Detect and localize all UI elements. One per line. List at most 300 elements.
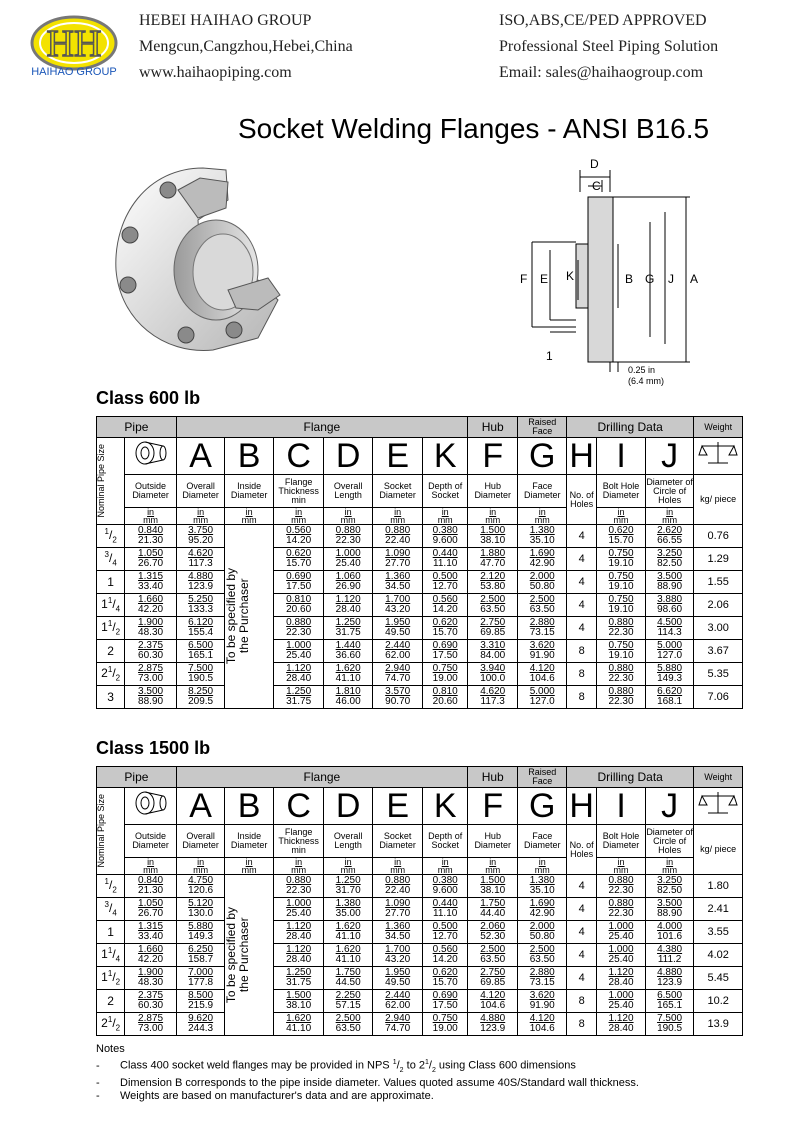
number-of-holes: 4 bbox=[566, 525, 596, 548]
number-of-holes: 4 bbox=[566, 944, 596, 967]
class1500-table bbox=[96, 766, 743, 1036]
face-diameter: 2.500 63.50 bbox=[518, 944, 567, 967]
unit-cell: in mm bbox=[372, 508, 423, 525]
outside-diameter: 2.875 73.00 bbox=[125, 663, 177, 686]
outside-diameter: 0.840 21.30 bbox=[125, 875, 177, 898]
pipe-icon bbox=[125, 788, 177, 825]
number-of-holes: 4 bbox=[566, 617, 596, 640]
outside-diameter: 2.875 73.00 bbox=[125, 1013, 177, 1036]
group-header-row bbox=[97, 417, 743, 438]
number-of-holes: 4 bbox=[566, 548, 596, 571]
overall-length: 2.500 63.50 bbox=[324, 1013, 373, 1036]
depth-of-socket: 0.810 20.60 bbox=[423, 686, 467, 709]
unit-cell: in mm bbox=[225, 858, 274, 875]
depth-of-socket: 0.440 11.10 bbox=[423, 898, 467, 921]
letter-header: F bbox=[467, 438, 518, 475]
bolt-hole-diameter: 0.880 22.30 bbox=[597, 686, 646, 709]
column-description: Bolt Hole Diameter bbox=[597, 475, 646, 508]
group-flange: Flange bbox=[176, 767, 467, 788]
bolt-circle-diameter: 4.000 101.6 bbox=[645, 921, 694, 944]
table-row bbox=[97, 944, 743, 967]
letter-header: E bbox=[372, 438, 423, 475]
socket-diameter: 0.880 22.40 bbox=[372, 525, 423, 548]
logo-text: HAIHAO GROUP bbox=[31, 66, 117, 78]
unit-cell: in mm bbox=[225, 508, 274, 525]
number-of-holes: 4 bbox=[566, 571, 596, 594]
depth-of-socket: 0.440 11.10 bbox=[423, 548, 467, 571]
inside-diameter-specified bbox=[225, 525, 274, 709]
group-header-row bbox=[97, 767, 743, 788]
overall-diameter: 6.250 158.7 bbox=[176, 944, 225, 967]
letter-header: J bbox=[645, 438, 694, 475]
group-weight: Weight bbox=[694, 417, 743, 438]
column-description: Outside Diameter bbox=[125, 825, 177, 858]
overall-length: 1.620 41.10 bbox=[324, 663, 373, 686]
bolt-hole-diameter: 1.000 25.40 bbox=[597, 990, 646, 1013]
unit-cell: in mm bbox=[125, 508, 177, 525]
unit-cell: in mm bbox=[125, 858, 177, 875]
depth-of-socket: 0.500 12.70 bbox=[423, 921, 467, 944]
letter-header: I bbox=[597, 438, 646, 475]
table-row bbox=[97, 617, 743, 640]
letter-header: D bbox=[324, 788, 373, 825]
approvals: ISO,ABS,CE/PED APPROVED bbox=[499, 12, 707, 29]
letter-header: F bbox=[467, 788, 518, 825]
svg-text:HH: HH bbox=[46, 23, 102, 65]
bolt-hole-diameter: 1.120 28.40 bbox=[597, 1013, 646, 1036]
number-of-holes: 8 bbox=[566, 1013, 596, 1036]
flange-thickness: 1.500 38.10 bbox=[273, 990, 324, 1013]
specified-by-purchaser: To be specified by the Purchaser bbox=[224, 906, 252, 1004]
weight-kg: 3.55 bbox=[694, 921, 743, 944]
nominal-size: $1^1/_4$ bbox=[97, 594, 125, 617]
depth-of-socket: 0.560 14.20 bbox=[423, 594, 467, 617]
overall-diameter: 5.250 133.3 bbox=[176, 594, 225, 617]
table-row bbox=[97, 594, 743, 617]
weight-kg: 3.00 bbox=[694, 617, 743, 640]
hub-diameter: 3.310 84.00 bbox=[467, 640, 518, 663]
bolt-hole-diameter: 0.750 19.10 bbox=[597, 548, 646, 571]
bolt-hole-diameter: 0.880 22.30 bbox=[597, 898, 646, 921]
socket-diameter: 0.880 22.40 bbox=[372, 875, 423, 898]
unit-cell: in mm bbox=[324, 858, 373, 875]
label-b: B bbox=[625, 272, 634, 286]
hub-diameter: 3.940 100.0 bbox=[467, 663, 518, 686]
flange-thickness: 1.000 25.40 bbox=[273, 640, 324, 663]
outside-diameter: 0.840 21.30 bbox=[125, 525, 177, 548]
bolt-circle-diameter: 3.250 82.50 bbox=[645, 875, 694, 898]
column-description: kg/ piece bbox=[694, 475, 743, 525]
bolt-circle-diameter: 6.620 168.1 bbox=[645, 686, 694, 709]
unit-cell: in mm bbox=[176, 858, 225, 875]
label-g: G bbox=[645, 272, 655, 286]
overall-diameter: 9.620 244.3 bbox=[176, 1013, 225, 1036]
unit-cell: in mm bbox=[324, 508, 373, 525]
bolt-circle-diameter: 3.880 98.60 bbox=[645, 594, 694, 617]
unit-cell: in mm bbox=[273, 858, 324, 875]
number-of-holes: 4 bbox=[566, 921, 596, 944]
outside-diameter: 3.500 88.90 bbox=[125, 686, 177, 709]
number-of-holes: 8 bbox=[566, 640, 596, 663]
face-diameter: 3.620 91.90 bbox=[518, 990, 567, 1013]
nominal-label: Nominal Pipe Size bbox=[96, 444, 106, 518]
note-mm: (6.4 mm) bbox=[628, 376, 664, 386]
column-description: Overall Length bbox=[324, 475, 373, 508]
socket-diameter: 1.090 27.70 bbox=[372, 548, 423, 571]
table-row bbox=[97, 640, 743, 663]
overall-length: 1.120 28.40 bbox=[324, 594, 373, 617]
overall-diameter: 8.250 209.5 bbox=[176, 686, 225, 709]
overall-diameter: 7.000 177.8 bbox=[176, 967, 225, 990]
face-diameter: 1.690 42.90 bbox=[518, 898, 567, 921]
outside-diameter: 2.375 60.30 bbox=[125, 640, 177, 663]
column-description: Bolt Hole Diameter bbox=[597, 825, 646, 858]
column-description: Face Diameter bbox=[518, 475, 567, 508]
outside-diameter: 1.660 42.20 bbox=[125, 944, 177, 967]
flange-thickness: 0.620 15.70 bbox=[273, 548, 324, 571]
overall-diameter: 6.500 165.1 bbox=[176, 640, 225, 663]
bolt-circle-diameter: 3.500 88.90 bbox=[645, 571, 694, 594]
overall-length: 0.880 22.30 bbox=[324, 525, 373, 548]
outside-diameter: 1.315 33.40 bbox=[125, 921, 177, 944]
overall-diameter: 4.880 123.9 bbox=[176, 571, 225, 594]
table-row bbox=[97, 967, 743, 990]
number-of-holes: 4 bbox=[566, 898, 596, 921]
face-diameter: 5.000 127.0 bbox=[518, 686, 567, 709]
column-description: No. of Holes bbox=[566, 475, 596, 525]
column-description: Inside Diameter bbox=[225, 475, 274, 508]
socket-diameter: 3.570 90.70 bbox=[372, 686, 423, 709]
weight-kg: 7.06 bbox=[694, 686, 743, 709]
hub-diameter: 2.500 63.50 bbox=[467, 594, 518, 617]
nominal-size: $1^1/_4$ bbox=[97, 944, 125, 967]
bolt-hole-diameter: 0.750 19.10 bbox=[597, 594, 646, 617]
label-c: C bbox=[592, 179, 601, 193]
company-info bbox=[139, 8, 353, 86]
company-contact bbox=[499, 8, 718, 86]
flange-thickness: 1.000 25.40 bbox=[273, 898, 324, 921]
table-row bbox=[97, 875, 743, 898]
outside-diameter: 1.050 26.70 bbox=[125, 548, 177, 571]
column-description: Depth of Socket bbox=[423, 475, 467, 508]
column-description: Socket Diameter bbox=[372, 475, 423, 508]
hub-diameter: 2.120 53.80 bbox=[467, 571, 518, 594]
face-diameter: 2.880 73.15 bbox=[518, 967, 567, 990]
outside-diameter: 1.050 26.70 bbox=[125, 898, 177, 921]
bolt-hole-diameter: 0.880 22.30 bbox=[597, 663, 646, 686]
group-hub: Hub bbox=[467, 767, 518, 788]
inside-diameter-specified bbox=[225, 875, 274, 1036]
column-description: Socket Diameter bbox=[372, 825, 423, 858]
letter-header: I bbox=[597, 788, 646, 825]
socket-diameter: 1.700 43.20 bbox=[372, 594, 423, 617]
column-description: Overall Diameter bbox=[176, 475, 225, 508]
depth-of-socket: 0.690 17.50 bbox=[423, 990, 467, 1013]
table-row bbox=[97, 525, 743, 548]
socket-diameter: 2.940 74.70 bbox=[372, 663, 423, 686]
bolt-hole-diameter: 0.620 15.70 bbox=[597, 525, 646, 548]
socket-diameter: 1.360 34.50 bbox=[372, 921, 423, 944]
letter-header: B bbox=[225, 788, 274, 825]
label-k: K bbox=[566, 269, 575, 283]
unit-cell: in mm bbox=[467, 508, 518, 525]
hub-diameter: 1.750 44.40 bbox=[467, 898, 518, 921]
letter-header: G bbox=[518, 438, 567, 475]
table-row bbox=[97, 686, 743, 709]
depth-of-socket: 0.560 14.20 bbox=[423, 944, 467, 967]
column-description: Face Diameter bbox=[518, 825, 567, 858]
unit-cell: in mm bbox=[273, 508, 324, 525]
face-diameter: 4.120 104.6 bbox=[518, 1013, 567, 1036]
socket-diameter: 1.090 27.70 bbox=[372, 898, 423, 921]
unit-cell: in mm bbox=[645, 508, 694, 525]
nominal-size: 1 bbox=[97, 921, 125, 944]
flange-thickness: 0.810 20.60 bbox=[273, 594, 324, 617]
table-row bbox=[97, 571, 743, 594]
overall-length: 1.620 41.10 bbox=[324, 944, 373, 967]
socket-diameter: 1.950 49.50 bbox=[372, 967, 423, 990]
bolt-hole-diameter: 1.120 28.40 bbox=[597, 967, 646, 990]
bolt-hole-diameter: 0.750 19.10 bbox=[597, 640, 646, 663]
scale-icon bbox=[694, 788, 743, 825]
unit-cell: in mm bbox=[597, 858, 646, 875]
hub-diameter: 2.750 69.85 bbox=[467, 967, 518, 990]
class600-title: Class 600 lb bbox=[96, 388, 201, 408]
number-of-holes: 4 bbox=[566, 594, 596, 617]
overall-length: 1.060 26.90 bbox=[324, 571, 373, 594]
flange-thickness: 1.120 28.40 bbox=[273, 663, 324, 686]
specified-by-purchaser: To be specified by the Purchaser bbox=[224, 568, 252, 665]
group-drilling: Drilling Data bbox=[566, 417, 693, 438]
socket-diameter: 2.440 62.00 bbox=[372, 990, 423, 1013]
nominal-size: 2 bbox=[97, 990, 125, 1013]
letter-header: K bbox=[423, 788, 467, 825]
weight-kg: 4.02 bbox=[694, 944, 743, 967]
email[interactable]: Email: sales@haihaogroup.com bbox=[499, 64, 704, 81]
column-description: Diameter of Circle of Holes bbox=[645, 475, 694, 508]
face-diameter: 1.380 35.10 bbox=[518, 875, 567, 898]
overall-length: 1.250 31.70 bbox=[324, 875, 373, 898]
nominal-size: 3 bbox=[97, 686, 125, 709]
note-item: - Weights are based on manufacturer's data and are approximate. bbox=[96, 1089, 434, 1102]
nominal-size-header bbox=[97, 438, 125, 525]
weight-kg: 3.67 bbox=[694, 640, 743, 663]
bolt-circle-diameter: 4.500 114.3 bbox=[645, 617, 694, 640]
group-drilling: Drilling Data bbox=[566, 767, 693, 788]
description-row bbox=[97, 825, 743, 858]
notes-title: Notes bbox=[96, 1043, 125, 1055]
unit-cell: in mm bbox=[423, 858, 467, 875]
label-d: D bbox=[590, 157, 599, 171]
label-f: F bbox=[520, 272, 528, 286]
bolt-circle-diameter: 6.500 165.1 bbox=[645, 990, 694, 1013]
weight-kg: 13.9 bbox=[694, 1013, 743, 1036]
overall-length: 1.000 25.40 bbox=[324, 548, 373, 571]
table-row bbox=[97, 663, 743, 686]
number-of-holes: 8 bbox=[566, 990, 596, 1013]
unit-cell: in mm bbox=[597, 508, 646, 525]
overall-diameter: 5.880 149.3 bbox=[176, 921, 225, 944]
company-location: Mengcun,Cangzhou,Hebei,China bbox=[139, 38, 353, 55]
face-diameter: 2.500 63.50 bbox=[518, 594, 567, 617]
overall-length: 1.440 36.60 bbox=[324, 640, 373, 663]
flange-3d-illustration bbox=[108, 160, 298, 360]
depth-of-socket: 0.750 19.00 bbox=[423, 1013, 467, 1036]
class600-table bbox=[96, 416, 743, 709]
outside-diameter: 1.900 48.30 bbox=[125, 967, 177, 990]
flange-thickness: 1.120 28.40 bbox=[273, 921, 324, 944]
letter-row bbox=[97, 788, 743, 825]
nominal-size: $1^1/_2$ bbox=[97, 617, 125, 640]
overall-length: 2.250 57.15 bbox=[324, 990, 373, 1013]
unit-cell: in mm bbox=[645, 858, 694, 875]
weight-kg: 0.76 bbox=[694, 525, 743, 548]
units-row bbox=[97, 858, 743, 875]
overall-length: 1.250 31.75 bbox=[324, 617, 373, 640]
weight-kg: 5.45 bbox=[694, 967, 743, 990]
nominal-size: $^1/_2$ bbox=[97, 525, 125, 548]
page-title: Socket Welding Flanges - ANSI B16.5 bbox=[238, 113, 710, 144]
bolt-circle-diameter: 4.380 111.2 bbox=[645, 944, 694, 967]
bolt-circle-diameter: 3.500 88.90 bbox=[645, 898, 694, 921]
label-a: A bbox=[690, 272, 699, 286]
hub-diameter: 2.500 63.50 bbox=[467, 944, 518, 967]
tagline: Professional Steel Piping Solution bbox=[499, 38, 719, 55]
bolt-circle-diameter: 4.880 123.9 bbox=[645, 967, 694, 990]
number-of-holes: 4 bbox=[566, 875, 596, 898]
hub-diameter: 1.880 47.70 bbox=[467, 548, 518, 571]
unit-cell: in mm bbox=[518, 858, 567, 875]
depth-of-socket: 0.690 17.50 bbox=[423, 640, 467, 663]
flange-thickness: 0.880 22.30 bbox=[273, 617, 324, 640]
label-j: J bbox=[668, 272, 674, 286]
letter-header: G bbox=[518, 788, 567, 825]
bolt-hole-diameter: 1.000 25.40 bbox=[597, 921, 646, 944]
face-diameter: 2.000 50.80 bbox=[518, 921, 567, 944]
nominal-size: 1 bbox=[97, 571, 125, 594]
table-row bbox=[97, 548, 743, 571]
overall-diameter: 4.750 120.6 bbox=[176, 875, 225, 898]
weight-kg: 5.35 bbox=[694, 663, 743, 686]
hub-diameter: 4.880 123.9 bbox=[467, 1013, 518, 1036]
group-weight: Weight bbox=[694, 767, 743, 788]
weight-kg: 1.29 bbox=[694, 548, 743, 571]
column-description: Diameter of Circle of Holes bbox=[645, 825, 694, 858]
outside-diameter: 1.900 48.30 bbox=[125, 617, 177, 640]
unit-cell: in mm bbox=[423, 508, 467, 525]
column-description: No. of Holes bbox=[566, 825, 596, 875]
face-diameter: 2.000 50.80 bbox=[518, 571, 567, 594]
nominal-size: $^3/_4$ bbox=[97, 898, 125, 921]
group-pipe: Pipe bbox=[97, 417, 177, 438]
flange-thickness: 1.250 31.75 bbox=[273, 967, 324, 990]
flange-thickness: 1.620 41.10 bbox=[273, 1013, 324, 1036]
column-description: Flange Thickness min bbox=[273, 475, 324, 508]
nominal-size: $1^1/_2$ bbox=[97, 967, 125, 990]
bolt-hole-diameter: 0.750 19.10 bbox=[597, 571, 646, 594]
letter-header: B bbox=[225, 438, 274, 475]
unit-cell: in mm bbox=[518, 508, 567, 525]
letter-header: A bbox=[176, 438, 225, 475]
bolt-hole-diameter: 1.000 25.40 bbox=[597, 944, 646, 967]
company-name: HEBEI HAIHAO GROUP bbox=[139, 12, 312, 29]
group-hub: Hub bbox=[467, 417, 518, 438]
overall-diameter: 8.500 215.9 bbox=[176, 990, 225, 1013]
bolt-circle-diameter: 7.500 190.5 bbox=[645, 1013, 694, 1036]
socket-diameter: 1.360 34.50 bbox=[372, 571, 423, 594]
outside-diameter: 1.315 33.40 bbox=[125, 571, 177, 594]
hub-diameter: 1.500 38.10 bbox=[467, 525, 518, 548]
column-description: kg/ piece bbox=[694, 825, 743, 875]
letter-header: A bbox=[176, 788, 225, 825]
letter-header: J bbox=[645, 788, 694, 825]
bolt-hole-diameter: 0.880 22.30 bbox=[597, 875, 646, 898]
description-row bbox=[97, 475, 743, 508]
hub-diameter: 2.750 69.85 bbox=[467, 617, 518, 640]
hub-diameter: 2.060 52.30 bbox=[467, 921, 518, 944]
group-pipe: Pipe bbox=[97, 767, 177, 788]
column-description: Depth of Socket bbox=[423, 825, 467, 858]
number-of-holes: 8 bbox=[566, 663, 596, 686]
table-row bbox=[97, 990, 743, 1013]
flange-thickness: 1.250 31.75 bbox=[273, 686, 324, 709]
letter-row bbox=[97, 438, 743, 475]
socket-diameter: 1.950 49.50 bbox=[372, 617, 423, 640]
overall-length: 1.380 35.00 bbox=[324, 898, 373, 921]
column-description: Inside Diameter bbox=[225, 825, 274, 858]
overall-diameter: 5.120 130.0 bbox=[176, 898, 225, 921]
overall-length: 1.810 46.00 bbox=[324, 686, 373, 709]
column-description: Overall Length bbox=[324, 825, 373, 858]
column-description: Flange Thickness min bbox=[273, 825, 324, 858]
bolt-circle-diameter: 3.250 82.50 bbox=[645, 548, 694, 571]
notes bbox=[96, 1043, 639, 1103]
scale-icon bbox=[694, 438, 743, 475]
table-row bbox=[97, 921, 743, 944]
pipe-icon bbox=[125, 438, 177, 475]
depth-of-socket: 0.620 15.70 bbox=[423, 617, 467, 640]
number-of-holes: 4 bbox=[566, 967, 596, 990]
letter-header: E bbox=[372, 788, 423, 825]
table-row bbox=[97, 1013, 743, 1036]
overall-diameter: 3.750 95.20 bbox=[176, 525, 225, 548]
overall-diameter: 6.120 155.4 bbox=[176, 617, 225, 640]
depth-of-socket: 0.380 9.600 bbox=[423, 525, 467, 548]
depth-of-socket: 0.750 19.00 bbox=[423, 663, 467, 686]
flange-thickness: 1.120 28.40 bbox=[273, 944, 324, 967]
overall-length: 1.750 44.50 bbox=[324, 967, 373, 990]
weight-kg: 1.80 bbox=[694, 875, 743, 898]
flange-section-drawing bbox=[510, 152, 720, 392]
column-description: Outside Diameter bbox=[125, 475, 177, 508]
class1500-title: Class 1500 lb bbox=[96, 738, 211, 758]
overall-length: 1.620 41.10 bbox=[324, 921, 373, 944]
depth-of-socket: 0.500 12.70 bbox=[423, 571, 467, 594]
weight-kg: 2.06 bbox=[694, 594, 743, 617]
note-item: - Class 400 socket weld flanges may be provided in NPS $^1/_2$ to $2^1/_2$ using Class 600 dimensions bbox=[96, 1059, 576, 1074]
weight-kg: 10.2 bbox=[694, 990, 743, 1013]
flange-thickness: 0.690 17.50 bbox=[273, 571, 324, 594]
letter-header: C bbox=[273, 438, 324, 475]
company-website[interactable]: www.haihaopiping.com bbox=[139, 64, 292, 81]
overall-diameter: 4.620 117.3 bbox=[176, 548, 225, 571]
nominal-size: $^1/_2$ bbox=[97, 875, 125, 898]
group-raised-face: Raised Face bbox=[518, 417, 567, 438]
letter-header: K bbox=[423, 438, 467, 475]
label-1: 1 bbox=[546, 349, 553, 363]
units-row bbox=[97, 508, 743, 525]
face-diameter: 3.620 91.90 bbox=[518, 640, 567, 663]
